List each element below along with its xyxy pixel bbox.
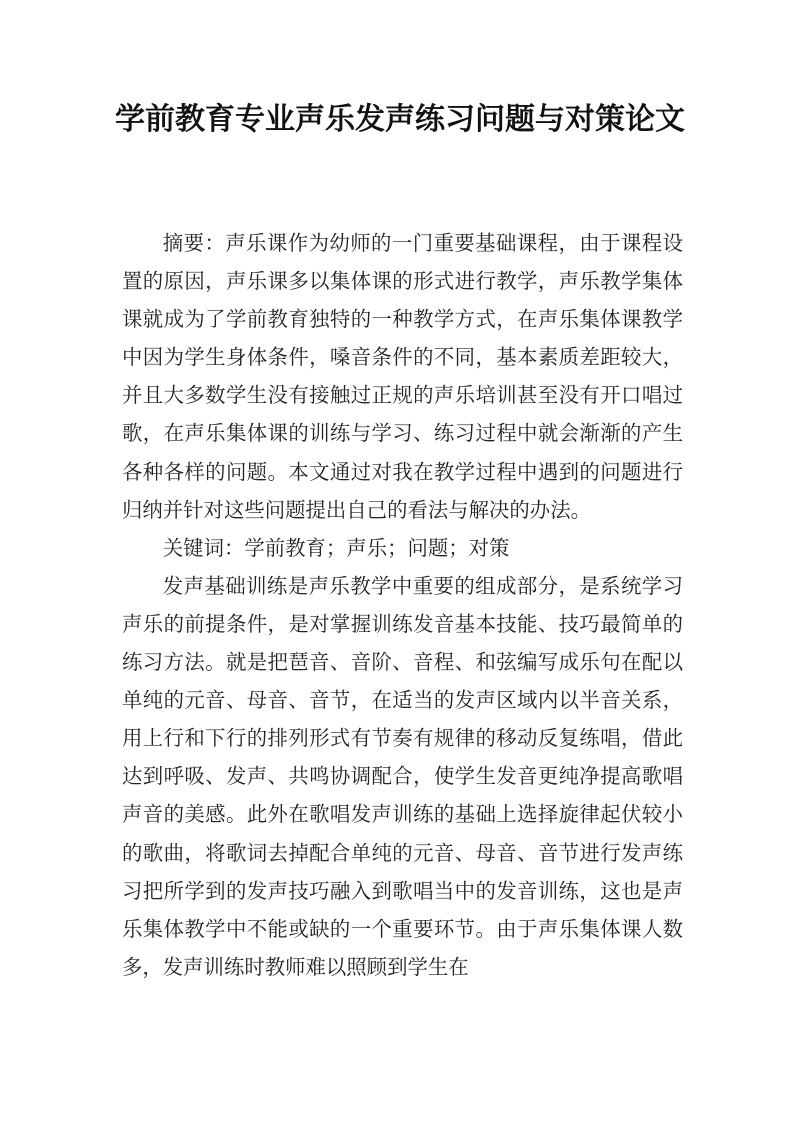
keywords-paragraph: 关键词：学前教育；声乐；问题；对策: [162, 535, 510, 560]
abstract-paragraph: 摘要：声乐课作为幼师的一门重要基础课程，由于课程设置的原因，声乐课多以集体课的形式进行教学，声乐教学集体课就成为了学前教育独特的一种教学方式，在声乐集体课教学中因为学生身体条件，嗓音条件的不同，基本素质差距较大，并且大多数学生没有接触过正规的声乐培训甚至没有开口唱过歌，在声乐集体课的训练与学习、练习过程中就会渐渐的产生各种各样的问题。本文通过对我在教学过程中遇到的问题进行归纳并针对这些问题提出自己的看法与解决的办法。: [122, 231, 683, 522]
body-paragraph: 发声基础训练是声乐教学中重要的组成部分，是系统学习声乐的前提条件，是对掌握训练发音基本技能、技巧最简单的练习方法。就是把琶音、音阶、音程、和弦编写成乐句在配以单纯的元音、母音、音节，在适当的发声区域内以半音关系，用上行和下行的排列形式有节奏有规律的移动反复练唱，借此达到呼吸、发声、共鸣协调配合，使学生发音更纯净提高歌唱声音的美感。此外在歌唱发声训练的基础上选择旋律起伏较小的歌曲，将歌词去掉配合单纯的元音、母音、音节进行发声练习把所学到的发声技巧融入到歌唱当中的发音训练，这也是声乐集体教学中不能或缺的一个重要环节。由于声乐集体课人数多，发声训练时教师难以照顾到学生在: [122, 573, 683, 979]
document-title: 学前教育专业声乐发声练习问题与对策论文: [115, 102, 685, 137]
document-body: [122, 224, 683, 986]
